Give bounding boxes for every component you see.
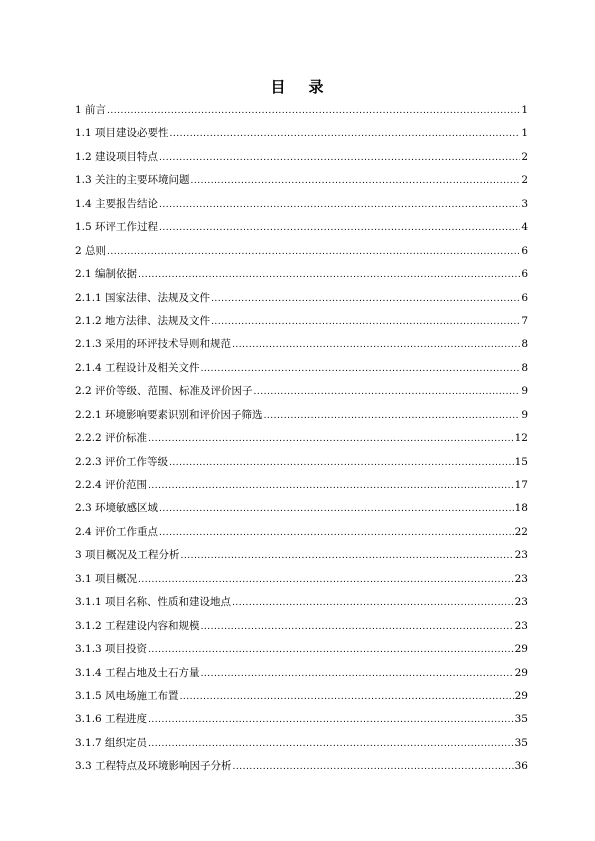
toc-entry-title: 3.3 工程特点及环境影响因子分析 xyxy=(75,760,232,773)
toc-entry-title: 3.1.6 工程进度 xyxy=(75,713,148,726)
toc-dot-leader xyxy=(159,194,520,217)
toc-entry-title: 2.2.4 评价范围 xyxy=(75,479,148,491)
toc-dot-leader xyxy=(169,452,514,475)
toc-entry[interactable] xyxy=(75,240,528,263)
toc-entry[interactable] xyxy=(75,685,528,708)
toc-dot-leader xyxy=(159,217,520,240)
toc-entry-page: 18 xyxy=(514,502,528,515)
toc-dot-leader xyxy=(148,639,514,662)
toc-dot-leader xyxy=(148,709,514,732)
toc-entry-page: 1 xyxy=(521,104,528,116)
toc-entry-title: 2.1 编制依据 xyxy=(75,268,138,281)
toc-dot-leader xyxy=(201,358,521,381)
toc-dot-leader xyxy=(159,522,514,545)
toc-entry-page: 1 xyxy=(521,127,528,140)
toc-entry-title: 1.5 环评工作过程 xyxy=(75,221,159,234)
toc-entry[interactable] xyxy=(75,544,528,567)
toc-entry-title: 3.1.4 工程占地及土石方量 xyxy=(75,666,200,679)
toc-dot-leader xyxy=(159,147,520,170)
toc-entry-title: 2.4 评价工作重点 xyxy=(75,525,159,538)
toc-dot-leader xyxy=(264,405,521,428)
toc-entry-page: 12 xyxy=(514,432,528,445)
toc-entry-title: 2.1.4 工程设计及相关文件 xyxy=(75,361,200,374)
toc-entry[interactable] xyxy=(75,169,528,192)
toc-entry-title: 2.3 环境敏感区域 xyxy=(75,502,159,515)
toc-dot-leader xyxy=(181,545,514,568)
toc-dot-leader xyxy=(170,123,521,146)
toc-entry-title: 3.1.1 项目名称、性质和建设地点 xyxy=(75,596,232,609)
toc-entry-title: 3.1.3 项目投资 xyxy=(75,643,148,656)
toc-entry[interactable] xyxy=(75,497,528,520)
toc-entry-page: 35 xyxy=(514,713,528,726)
toc-entry-title: 2.1.1 国家法律、法规及文件 xyxy=(75,291,211,304)
toc-entry[interactable] xyxy=(75,427,528,450)
toc-dot-leader xyxy=(233,756,514,779)
toc-entry[interactable] xyxy=(75,310,528,333)
toc-entry[interactable] xyxy=(75,568,528,591)
toc-dot-leader xyxy=(159,498,514,521)
toc-entry[interactable] xyxy=(75,122,528,145)
toc-entry-title: 1.2 建设项目特点 xyxy=(75,150,159,163)
toc-entry[interactable] xyxy=(75,380,528,403)
toc-entry[interactable] xyxy=(75,451,528,474)
toc-entry-title: 3.1 项目概况 xyxy=(75,572,138,585)
toc-entry-title: 2.1.3 采用的环评技术导则和规范 xyxy=(75,338,232,351)
toc-dot-leader xyxy=(138,569,514,592)
toc-entry-page: 9 xyxy=(521,385,528,398)
toc-entry-title: 1.4 主要报告结论 xyxy=(75,197,159,210)
toc-entry-page: 23 xyxy=(514,619,528,632)
toc-entry[interactable] xyxy=(75,99,528,122)
toc-entry-page: 35 xyxy=(514,736,528,749)
toc-entry-title: 2.2 评价等级、范围、标准及评价因子 xyxy=(75,385,253,398)
toc-entry-page: 29 xyxy=(514,643,528,656)
toc-entry[interactable] xyxy=(75,638,528,661)
toc-entry[interactable] xyxy=(75,755,528,778)
toc-dot-leader xyxy=(148,475,514,498)
toc-title-left: 目 xyxy=(270,78,287,96)
toc-entry[interactable] xyxy=(75,708,528,731)
toc-entry[interactable] xyxy=(75,474,528,497)
toc-entry[interactable] xyxy=(75,287,528,310)
toc-entry-title: 3.1.5 风电场施工布置 xyxy=(75,689,179,702)
toc-entry[interactable] xyxy=(75,732,528,755)
toc-dot-leader xyxy=(107,100,520,123)
toc-title xyxy=(0,76,595,97)
toc-entry-page: 29 xyxy=(514,666,528,679)
toc-entry[interactable] xyxy=(75,521,528,544)
toc-entry-page: 2 xyxy=(521,174,528,187)
toc-entry-title: 3.1.2 工程建设内容和规模 xyxy=(75,619,200,632)
toc-dot-leader xyxy=(180,686,514,709)
toc-entry-title: 2.2.3 评价工作等级 xyxy=(75,455,169,468)
toc-entry-page: 3 xyxy=(521,197,528,210)
toc-entry-page: 36 xyxy=(514,760,528,773)
toc-entry-page: 4 xyxy=(521,221,528,234)
toc-entry-page: 2 xyxy=(521,150,528,163)
toc-entry[interactable] xyxy=(75,591,528,614)
toc-entry-page: 8 xyxy=(521,361,528,374)
toc-entry[interactable] xyxy=(75,263,528,286)
toc-dot-leader xyxy=(148,428,514,451)
toc-entry[interactable] xyxy=(75,146,528,169)
toc-entry-page: 22 xyxy=(514,525,528,538)
toc-dot-leader xyxy=(201,616,514,639)
toc-entry-page: 15 xyxy=(514,455,528,468)
toc-entry-page: 6 xyxy=(521,268,528,281)
toc-dot-leader xyxy=(138,264,520,287)
toc-dot-leader xyxy=(232,592,514,615)
toc-dot-leader xyxy=(201,663,514,686)
toc-entry[interactable] xyxy=(75,662,528,685)
toc-entry[interactable] xyxy=(75,404,528,427)
toc-entry-title: 2.1.2 地方法律、法规及文件 xyxy=(75,314,211,327)
toc-title-right: 录 xyxy=(308,78,325,96)
toc-entry-page: 17 xyxy=(514,479,528,491)
toc-entry[interactable] xyxy=(75,357,528,380)
toc-list xyxy=(75,99,528,779)
toc-entry-page: 7 xyxy=(521,314,528,327)
toc-entry[interactable] xyxy=(75,615,528,638)
toc-entry[interactable] xyxy=(75,193,528,216)
toc-dot-leader xyxy=(107,241,520,264)
toc-dot-leader xyxy=(211,288,520,311)
toc-entry-title: 2 总则 xyxy=(75,244,107,257)
toc-dot-leader xyxy=(211,311,520,334)
toc-dot-leader xyxy=(191,170,521,193)
toc-entry-page: 29 xyxy=(514,689,528,702)
toc-dot-leader xyxy=(254,381,521,404)
toc-entry-title: 3 项目概况及工程分析 xyxy=(75,549,180,562)
toc-entry-title: 2.2.1 环境影响要素识别和评价因子筛选 xyxy=(75,408,263,421)
toc-entry-title: 1 前言 xyxy=(75,104,107,116)
toc-entry-page: 23 xyxy=(514,596,528,609)
toc-entry-page: 8 xyxy=(521,338,528,351)
toc-entry-page: 9 xyxy=(521,408,528,421)
toc-entry-page: 6 xyxy=(521,291,528,304)
toc-dot-leader xyxy=(148,733,514,756)
toc-entry-title: 3.1.7 组织定员 xyxy=(75,736,148,749)
toc-entry-page: 23 xyxy=(514,572,528,585)
toc-dot-leader xyxy=(232,334,520,357)
toc-entry-page: 23 xyxy=(514,549,528,562)
toc-entry[interactable] xyxy=(75,333,528,356)
toc-entry-page: 6 xyxy=(521,244,528,257)
toc-entry-title: 1.3 关注的主要环境问题 xyxy=(75,174,190,187)
toc-entry-title: 1.1 项目建设必要性 xyxy=(75,127,169,140)
toc-entry-title: 2.2.2 评价标准 xyxy=(75,432,148,445)
toc-entry[interactable] xyxy=(75,216,528,239)
